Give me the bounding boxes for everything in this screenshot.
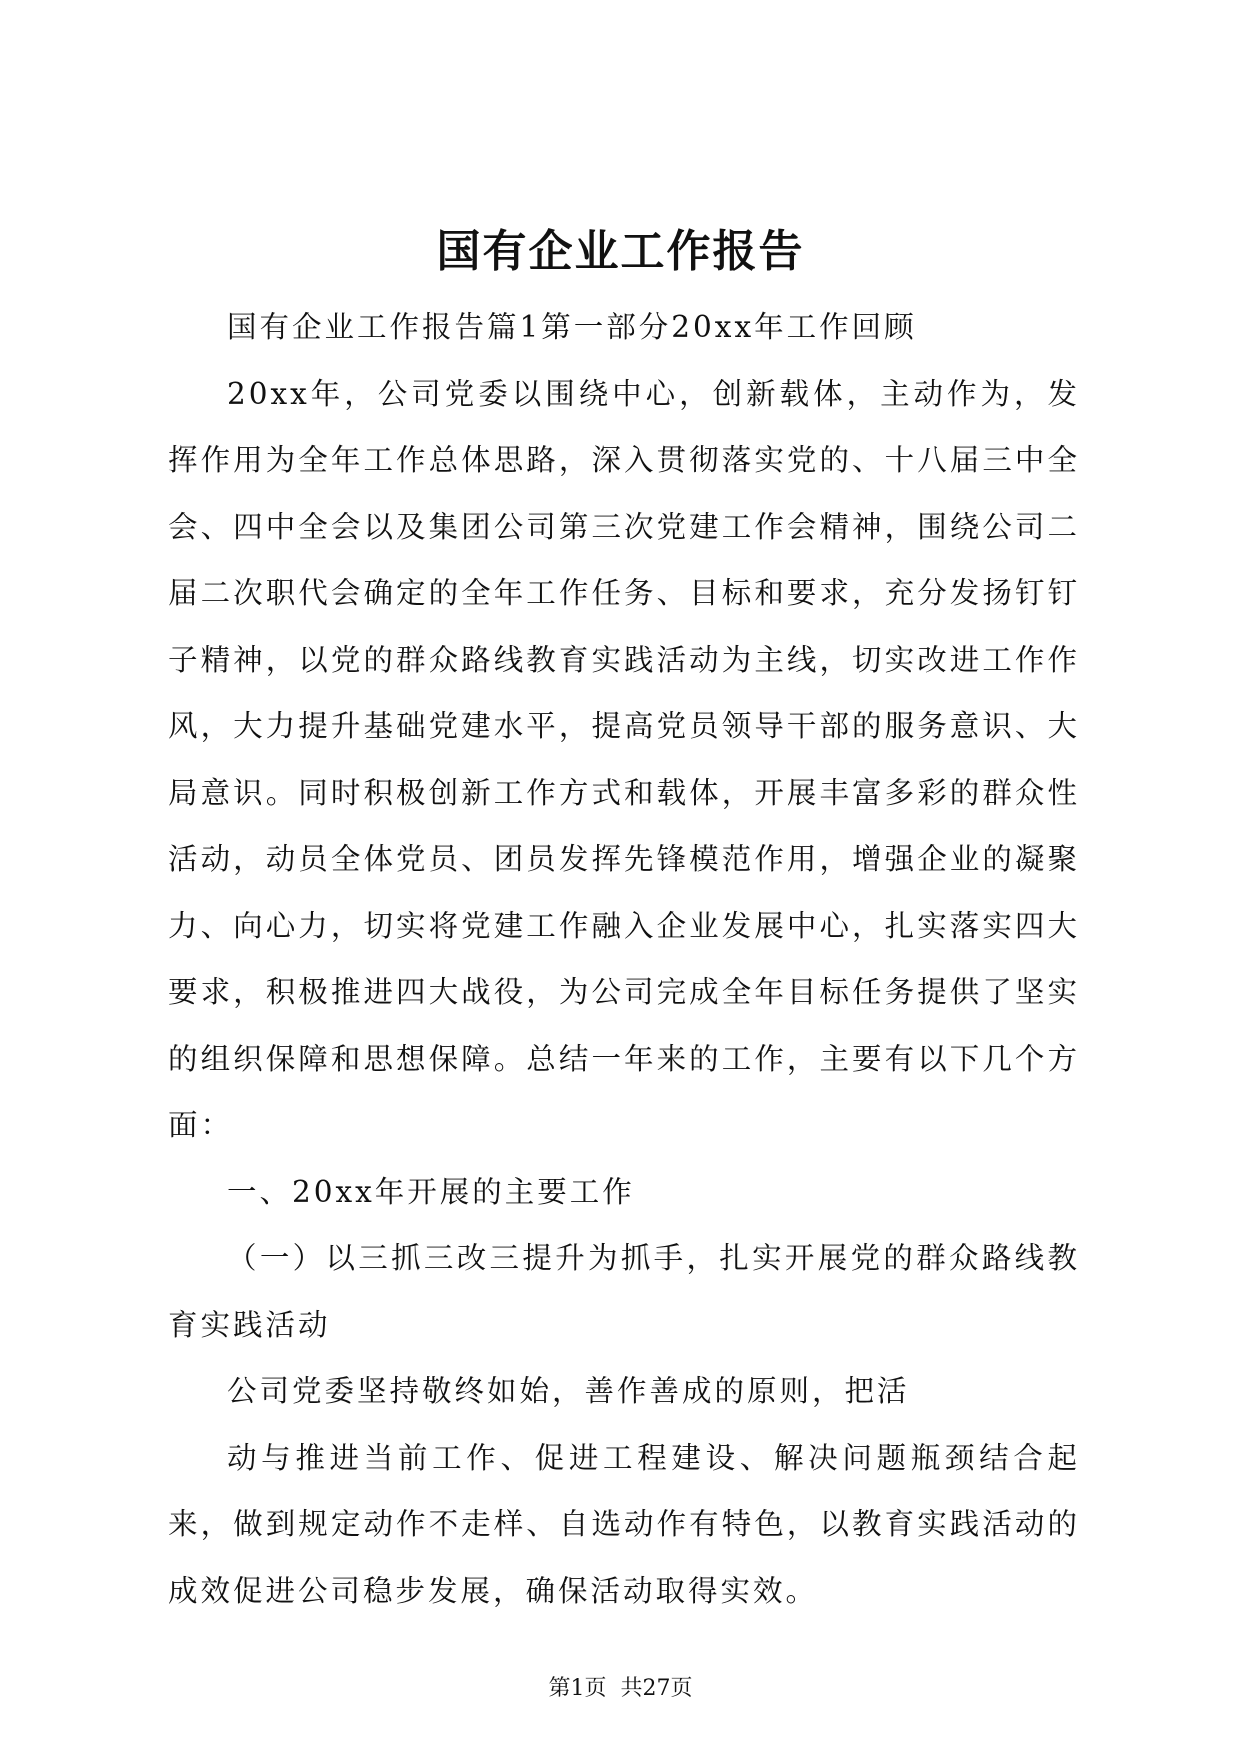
paragraph-section-heading: 国有企业工作报告篇1第一部分20xx年工作回顾 [227, 310, 917, 344]
paragraph-main-work-heading: 一、20xx年开展的主要工作 [227, 1174, 635, 1209]
document-title: 国有企业工作报告 [436, 226, 805, 277]
page-prefix: 第 [548, 1676, 571, 1701]
paragraph-overview: 20xx年，公司党委以围绕中心，创新载体，主动作为，发挥作用为全年工作总体思路，深入贯彻落实党的、十八届三中全会、四中全会以及集团公司第三次党建工作会精神，围绕公司二届二次职代会确定的全年工作任务、目标和要求，充分发扬钉钉子精神，以党的群众路线教育实践活动为主线，切实改进工作作风，大力提升基础党建水平，提高党员领导干部的服务意识、大局意识。同时积极创新工作方式和载体，开展丰富多彩的群众性活动，动员全体党员、团员发挥先锋模范作用，增强企业的凝聚力、向心力，切实将党建工作融入企业发展中心，扎实落实四大要求，积极推进四大战役，为公司完成全年目标任务提供了坚实的组织保障和思想保障。总结一年来的工作，主要有以下几个方面： [168, 376, 1080, 1142]
paragraph-activity: 动与推进当前工作、促进工程建设、解决问题瓶颈结合起来，做到规定动作不走样、自选动作有特色，以教育实践活动的成效促进公司稳步发展，确保活动取得实效。 [168, 1440, 1080, 1608]
total-page-count: 27 [642, 1676, 671, 1701]
total-suffix: 页 [670, 1676, 693, 1701]
document-body [168, 294, 1080, 1624]
paragraph-principle: 公司党委坚持敬终如始，善作善成的原则，把活 [227, 1374, 910, 1408]
paragraph-subheading-1: （一）以三抓三改三提升为抓手，扎实开展党的群众路线教育实践活动 [168, 1241, 1080, 1342]
page-footer [0, 1674, 1241, 1704]
total-prefix: 共 [620, 1676, 643, 1701]
current-page-number: 1 [570, 1676, 585, 1701]
page-suffix: 页 [584, 1676, 607, 1701]
